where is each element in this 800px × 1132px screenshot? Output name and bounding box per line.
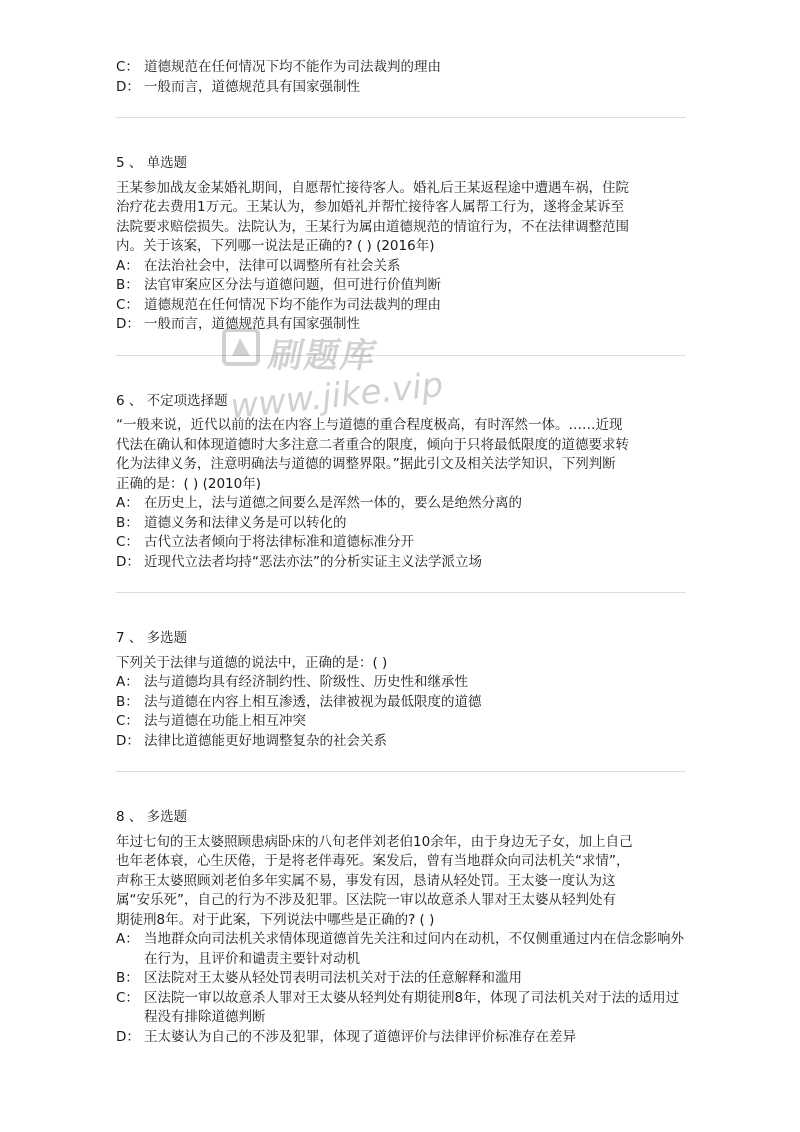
stem-line: 下列关于法律与道德的说法中，正确的是：( )	[116, 654, 388, 671]
option-text: 一般而言，道德规范具有国家强制性	[144, 78, 360, 95]
option-text: 法与道德均具有经济制约性、阶级性、历史性和继承性	[144, 674, 468, 690]
option-text: 在法治社会中，法律可以调整所有社会关系	[144, 257, 401, 274]
option-key: A：	[116, 495, 139, 511]
option-c	[116, 296, 686, 316]
option-text: 道德规范在任何情况下均不能作为司法裁判的理由	[144, 59, 441, 75]
option-c	[116, 58, 686, 78]
option-b	[116, 969, 686, 989]
option-text: 区法院一审以故意杀人罪对王太婆从轻判处有期徒刑8年，体现了司法机关对于法的适用过程没有排除道德判断	[144, 989, 680, 1025]
option-key: D：	[116, 732, 140, 749]
option-text: 法律比道德能更好地调整复杂的社会关系	[144, 732, 387, 749]
question-header: 5 、 单选题	[116, 155, 188, 171]
watermark-brand: 刷题库	[265, 336, 382, 376]
option-key: B：	[116, 277, 139, 293]
top-options	[116, 58, 686, 97]
stem-line: 代法在确认和体现道德时大多注意二者重合的限度，倾向于只将最低限度的道德要求转	[116, 436, 629, 453]
option-text: 法与道德在内容上相互渗透，法律被视为最低限度的道德	[144, 693, 482, 710]
option-text: 道德义务和法律义务是可以转化的	[144, 514, 347, 531]
question-5	[116, 154, 686, 335]
option-text: 在历史上，法与道德之间要么是浑然一体的，要么是绝然分离的	[144, 495, 522, 511]
option-key: D：	[116, 316, 140, 332]
option-key: C：	[116, 534, 139, 550]
stem-line: 声称王太婆照顾刘老伯多年实属不易，事发有因，恳请从轻处罚。王太婆一度认为这	[116, 872, 616, 889]
document-page	[116, 58, 686, 1047]
option-text: 当地群众向司法机关求情体现道德首先关注和过问内在动机，不仅侧重通过内在信念影响外在行为，且评价和谴责主要针对动机	[144, 931, 684, 967]
option-a	[116, 930, 686, 969]
divider	[116, 355, 686, 356]
stem-line: 法院要求赔偿损失。法院认为，王某行为属由道德规范的情谊行为，不在法律调整范围	[116, 218, 629, 235]
option-b	[116, 693, 686, 713]
divider	[116, 592, 686, 593]
option-key: D：	[116, 1028, 140, 1045]
divider	[116, 117, 686, 118]
option-d	[116, 315, 686, 335]
stem-line: 正确的是：( ) (2010年)	[116, 475, 262, 492]
option-b	[116, 276, 686, 296]
option-key: C：	[116, 59, 139, 75]
stem-line: 化为法律义务，注意明确法与道德的调整界限。”据此引文及相关法学知识，下列判断	[116, 456, 616, 472]
option-d	[116, 1028, 686, 1048]
question-header: 6 、 不定项选择题	[116, 392, 228, 409]
question-header: 7 、 多选题	[116, 630, 188, 646]
option-c	[116, 533, 686, 553]
option-text: 区法院对王太婆从轻处罚表明司法机关对于法的任意解释和滥用	[144, 970, 522, 986]
stem-line: 也年老体衰，心生厌倦，于是将老伴毒死。案发后，曾有当地群众向司法机关“求情”，	[116, 853, 630, 869]
option-key: C：	[116, 296, 139, 313]
stem-line: 内。关于该案，下列哪一说法是正确的? ( ) (2016年)	[116, 238, 435, 254]
option-key: B：	[116, 693, 139, 710]
option-text: 一般而言，道德规范具有国家强制性	[144, 316, 360, 332]
question-8	[116, 808, 686, 1047]
option-d	[116, 553, 686, 573]
question-6	[116, 392, 686, 573]
option-text: 古代立法者倾向于将法律标准和道德标准分开	[144, 534, 414, 550]
option-text: 近现代立法者均持“恶法亦法”的分析实证主义法学派立场	[144, 553, 482, 570]
option-key: C：	[116, 989, 139, 1006]
watermark-url: www.jike.vip	[228, 364, 446, 428]
divider	[116, 771, 686, 772]
option-key: B：	[116, 970, 139, 986]
stem-line: “一般来说，近代以前的法在内容上与道德的重合程度极高，有时浑然一体。……近现	[116, 417, 623, 433]
option-a	[116, 673, 686, 693]
stem-line: 属“安乐死”，自己的行为不涉及犯罪。区法院一审以故意杀人罪对王太婆从轻判处有	[116, 892, 616, 908]
option-c	[116, 712, 686, 732]
stem-line: 期徒刑8年。对于此案，下列说法中哪些是正确的? ( )	[116, 911, 435, 928]
option-c	[116, 989, 686, 1028]
option-text: 道德规范在任何情况下均不能作为司法裁判的理由	[144, 296, 441, 313]
stem-line: 治疗花去费用1万元。王某认为，参加婚礼并帮忙接待客人属帮工行为，遂将金某诉至	[116, 199, 625, 215]
option-key: C：	[116, 713, 139, 729]
option-key: B：	[116, 514, 139, 531]
option-a	[116, 257, 686, 277]
option-a	[116, 494, 686, 514]
option-key: A：	[116, 257, 139, 274]
stem-line: 年过七旬的王太婆照顾患病卧床的八旬老伴刘老伯10余年，由于身边无子女，加上自己	[116, 833, 633, 850]
option-key: A：	[116, 931, 139, 947]
stem-line: 王某参加战友金某婚礼期间，自愿帮忙接待客人。婚礼后王某返程途中遭遇车祸，住院	[116, 179, 629, 196]
option-d	[116, 78, 686, 98]
option-text: 法官审案应区分法与道德问题，但可进行价值判断	[144, 277, 441, 293]
option-key: D：	[116, 78, 140, 95]
question-7	[116, 629, 686, 751]
question-header: 8 、 多选题	[116, 809, 188, 825]
option-d	[116, 732, 686, 752]
option-text: 法与道德在功能上相互冲突	[144, 713, 306, 729]
option-b	[116, 514, 686, 534]
option-text: 王太婆认为自己的不涉及犯罪，体现了道德评价与法律评价标准存在差异	[144, 1028, 576, 1045]
option-key: D：	[116, 553, 140, 570]
option-key: A：	[116, 674, 139, 690]
